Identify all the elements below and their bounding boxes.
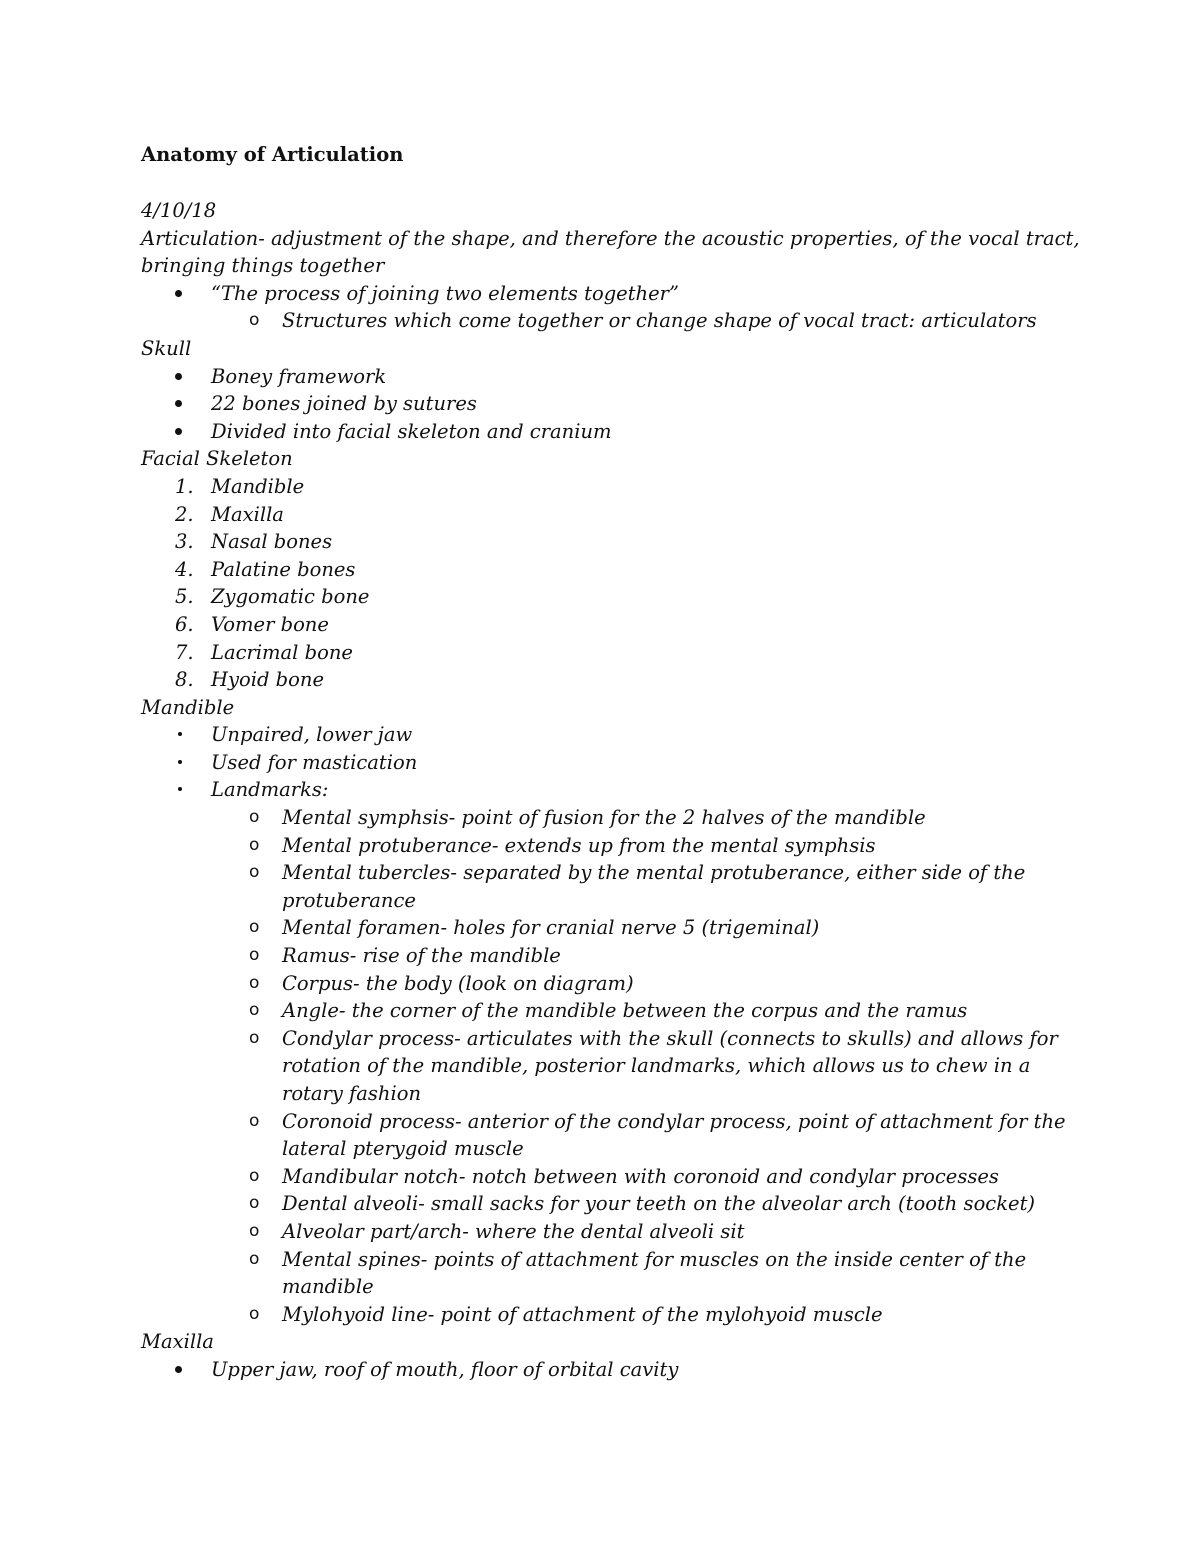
sub-list-item xyxy=(141,970,1081,998)
sub-list-item xyxy=(141,1218,1081,1246)
sub-list-item xyxy=(141,942,1081,970)
list-item-text: “The process of joining two elements together” xyxy=(211,281,679,305)
sub-list-item xyxy=(141,832,1081,860)
list-item xyxy=(141,721,1081,749)
sub-list-item xyxy=(141,804,1081,832)
small-bullet-icon xyxy=(178,732,182,736)
small-bullet-icon xyxy=(178,787,182,791)
sub-list-item-text: Mandibular notch- notch between with coronoid and condylar processes xyxy=(282,1164,999,1188)
section-heading-skull: Skull xyxy=(141,336,192,360)
sub-list-item-text: Mylohyoid line- point of attachment of the mylohyoid muscle xyxy=(282,1302,883,1326)
numbered-item-text: Zygomatic bone xyxy=(211,585,370,609)
sub-list-item xyxy=(141,1025,1081,1108)
circle-bullet-icon: o xyxy=(249,310,260,331)
list-item-text: Unpaired, lower jaw xyxy=(211,723,413,747)
circle-bullet-icon: o xyxy=(249,1303,260,1324)
bullet-icon xyxy=(175,290,182,297)
sub-list-item-text: Condylar process- articulates with the skull (connects to skulls) and allows for rotation of the mandible, posterior landmarks, which allows us to chew in a rotary fashion xyxy=(282,1026,1058,1105)
item-number: 8. xyxy=(175,668,194,692)
bullet-icon xyxy=(175,400,182,407)
item-number: 1. xyxy=(175,474,194,498)
sub-list-item xyxy=(141,1190,1081,1218)
date-line: 4/10/18 xyxy=(141,199,217,222)
bullet-icon xyxy=(175,373,182,380)
bullet-icon xyxy=(175,428,182,435)
sub-list-item-text: Mental spines- points of attachment for muscles on the inside center of the mandible xyxy=(282,1247,1027,1299)
numbered-item xyxy=(141,611,1081,639)
section-heading-maxilla: Maxilla xyxy=(141,1330,214,1354)
list-item xyxy=(141,776,1081,804)
list-item-text: Used for mastication xyxy=(211,750,418,774)
numbered-item-text: Vomer bone xyxy=(211,612,329,636)
numbered-item-text: Hyoid bone xyxy=(211,668,325,692)
list-item-text: Upper jaw, roof of mouth, floor of orbital cavity xyxy=(211,1357,679,1381)
circle-bullet-icon: o xyxy=(249,1193,260,1214)
numbered-item xyxy=(141,556,1081,584)
list-item xyxy=(141,280,1081,308)
sub-list-item xyxy=(141,1301,1081,1329)
item-number: 7. xyxy=(175,640,194,664)
circle-bullet-icon: o xyxy=(249,807,260,828)
sub-list-item xyxy=(141,1108,1081,1163)
section-heading-mandible: Mandible xyxy=(141,695,235,719)
circle-bullet-icon: o xyxy=(249,945,260,966)
small-bullet-icon xyxy=(178,760,182,764)
numbered-item-text: Lacrimal bone xyxy=(211,640,353,664)
circle-bullet-icon: o xyxy=(249,972,260,993)
intro-paragraph: Articulation- adjustment of the shape, and therefore the acoustic properties, of the vocal tract, bringing things together xyxy=(141,226,1080,278)
circle-bullet-icon: o xyxy=(249,917,260,938)
list-item-text: Divided into facial skeleton and cranium xyxy=(211,419,612,443)
document-body xyxy=(141,197,1081,1384)
list-item xyxy=(141,363,1081,391)
sub-list-item-text: Mental symphsis- point of fusion for the 2 halves of the mandible xyxy=(282,806,926,830)
sub-list-item-text: Ramus- rise of the mandible xyxy=(282,944,561,968)
sub-list-item xyxy=(141,307,1081,335)
sub-list-item xyxy=(141,914,1081,942)
circle-bullet-icon: o xyxy=(249,1165,260,1186)
sub-list-item-text: Coronoid process- anterior of the condylar process, point of attachment for the lateral pterygoid muscle xyxy=(282,1109,1066,1161)
list-item xyxy=(141,749,1081,777)
sub-list-item-text: Mental tubercles- separated by the mental protuberance, either side of the protuberance xyxy=(282,861,1026,912)
sub-list-item-text: Dental alveoli- small sacks for your teeth on the alveolar arch (tooth socket) xyxy=(282,1192,1036,1216)
sub-list-item xyxy=(141,859,1081,914)
sub-list-item-text: Mental foramen- holes for cranial nerve 5 (trigeminal) xyxy=(282,916,820,940)
circle-bullet-icon: o xyxy=(249,862,260,883)
list-item xyxy=(141,1356,1081,1384)
list-item-text: 22 bones joined by sutures xyxy=(211,392,477,416)
list-item-text: Boney framework xyxy=(211,364,387,388)
item-number: 2. xyxy=(175,502,194,526)
numbered-item xyxy=(141,473,1081,501)
sub-list-item xyxy=(141,1163,1081,1191)
sub-list-item-text: Mental protuberance- extends up from the mental symphsis xyxy=(282,833,876,857)
circle-bullet-icon: o xyxy=(249,1027,260,1048)
numbered-item xyxy=(141,639,1081,667)
list-item xyxy=(141,390,1081,418)
item-number: 5. xyxy=(175,585,194,609)
numbered-item-text: Palatine bones xyxy=(211,557,356,581)
sub-list-item xyxy=(141,997,1081,1025)
numbered-item xyxy=(141,583,1081,611)
circle-bullet-icon: o xyxy=(249,1220,260,1241)
item-number: 3. xyxy=(175,530,194,554)
list-item xyxy=(141,418,1081,446)
numbered-item xyxy=(141,528,1081,556)
circle-bullet-icon: o xyxy=(249,1248,260,1269)
circle-bullet-icon: o xyxy=(249,1110,260,1131)
document-title: Anatomy of Articulation xyxy=(141,143,404,166)
numbered-item-text: Nasal bones xyxy=(211,530,333,554)
sub-list-item-text: Angle- the corner of the mandible between the corpus and the ramus xyxy=(282,999,968,1023)
sub-list-item-text: Structures which come together or change shape of vocal tract: articulators xyxy=(282,309,1037,333)
sub-list-item xyxy=(141,1246,1081,1301)
list-item-text: Landmarks: xyxy=(211,778,329,802)
section-heading-facial-skeleton: Facial Skeleton xyxy=(141,447,293,471)
circle-bullet-icon: o xyxy=(249,1000,260,1021)
bullet-icon xyxy=(175,1366,182,1373)
numbered-item-text: Maxilla xyxy=(211,502,284,526)
numbered-item xyxy=(141,666,1081,694)
numbered-item-text: Mandible xyxy=(211,474,305,498)
item-number: 4. xyxy=(175,557,194,581)
sub-list-item-text: Alveolar part/arch- where the dental alveoli sit xyxy=(282,1219,745,1243)
circle-bullet-icon: o xyxy=(249,834,260,855)
sub-list-item-text: Corpus- the body (look on diagram) xyxy=(282,971,634,995)
numbered-item xyxy=(141,501,1081,529)
item-number: 6. xyxy=(175,612,194,636)
